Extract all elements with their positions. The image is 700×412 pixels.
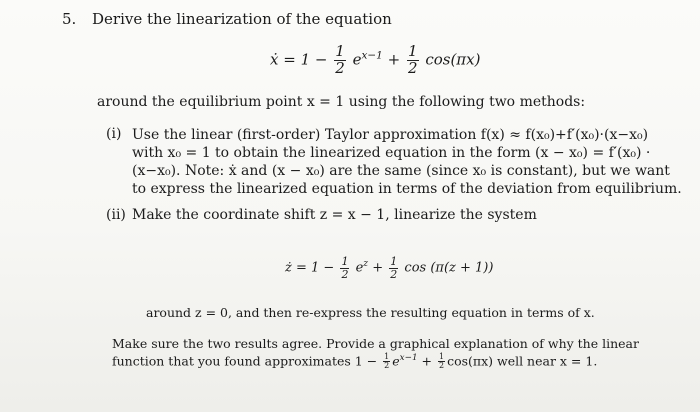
eq-exp-base: e [352, 50, 362, 69]
eq-plus: + [387, 50, 401, 69]
part-i-label: (i) [106, 126, 122, 142]
eq-lhs: ẋ = 1 − [270, 50, 328, 69]
around-text: around the equilibrium point x = 1 using the following two methods: [97, 94, 586, 110]
final-line-2 [112, 353, 597, 371]
final-frac-1-num: 1 [384, 352, 390, 361]
eq-frac-2 [407, 44, 419, 77]
final-frac-2-num: 1 [438, 352, 445, 361]
part-i-line-2: with x₀ = 1 to obtain the linearized equation in the form (x − x₀) = f′(x₀) · [132, 145, 651, 161]
eq2-frac-2-num: 1 [390, 255, 398, 268]
eq2-lhs: ż = 1 − [285, 260, 335, 276]
eq2-frac-1-den: 2 [341, 267, 349, 281]
eq2-plus: + [372, 260, 384, 276]
part-i-body [132, 126, 682, 198]
final-line-2-prefix: function that you found approximates 1 − [112, 353, 378, 369]
final-frac-1 [383, 353, 390, 371]
eq-frac-1-den: 2 [335, 58, 345, 77]
main-equation [270, 44, 480, 77]
eq2-cos: cos (π(z + 1)) [404, 260, 494, 276]
eq2-frac-1-num: 1 [341, 255, 349, 268]
final-line-1: Make sure the two results agree. Provide a graphical explanation of why the linear [112, 336, 639, 351]
part-ii-line: Make the coordinate shift z = x − 1, linearize the system [132, 207, 537, 223]
part-i-line-1: Use the linear (first-order) Taylor approximation f(x) ≈ f(x₀)+f′(x₀)·(x−x₀) [132, 127, 649, 143]
final-plus: + [421, 353, 432, 369]
eq-frac-1 [334, 44, 346, 77]
final-frac-2 [438, 353, 445, 371]
part-ii-after: around z = 0, and then re-express the resulting equation in terms of x. [146, 305, 595, 320]
final-line-2-suffix: cos(πx) well near x = 1. [447, 353, 598, 369]
eq2-frac-2 [389, 256, 398, 280]
eq2-exp-power: z [363, 259, 369, 270]
eq2-exp-base: e [355, 260, 364, 276]
part-ii-label: (ii) [106, 207, 126, 223]
eq-frac-2-num: 1 [408, 42, 418, 60]
eq2-frac-2-den: 2 [390, 267, 398, 281]
part-i-line-4: to express the linearized equation in terms of the deviation from equilibrium. [132, 181, 682, 197]
eq-frac-2-den: 2 [408, 58, 418, 77]
problem-title: Derive the linearization of the equation [92, 10, 392, 28]
part-i-line-3: (x−x₀). Note: ẋ and (x − x₀) are the same (since x₀ is constant), but we want [132, 163, 670, 179]
eq-cos: cos(πx) [425, 50, 481, 69]
final-frac-1-den: 2 [384, 361, 390, 371]
problem-number: 5. [62, 10, 77, 28]
eq-exp-power: x−1 [361, 49, 383, 62]
eq-frac-1-num: 1 [335, 42, 345, 60]
eq2-frac-1 [340, 256, 349, 280]
final-exp-power: x−1 [399, 353, 418, 364]
final-frac-2-den: 2 [438, 361, 445, 371]
part-ii-equation [285, 256, 493, 280]
final-exp-base: e [392, 353, 400, 369]
